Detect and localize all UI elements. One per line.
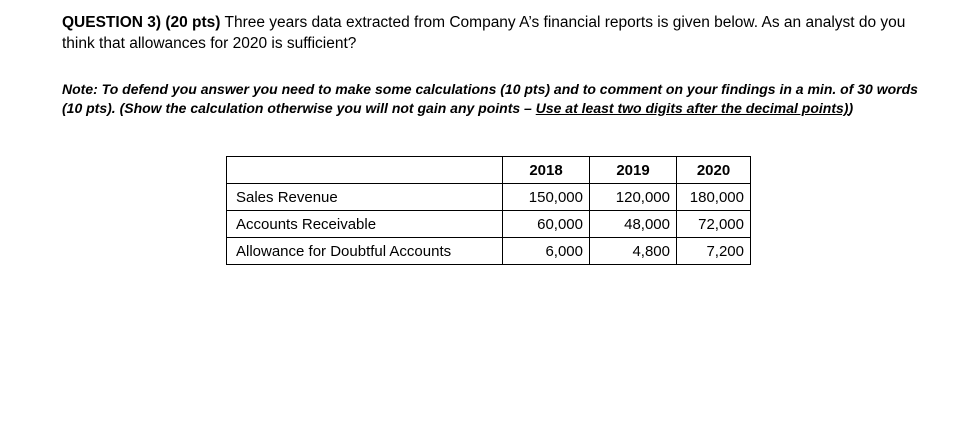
table-row [227, 211, 751, 238]
row-value: 72,000 [677, 211, 751, 238]
year-header: 2020 [677, 157, 751, 184]
row-value: 120,000 [590, 184, 677, 211]
financial-data-table [226, 156, 751, 265]
table-row [227, 184, 751, 211]
note-text [62, 80, 942, 118]
row-value: 7,200 [677, 238, 751, 265]
note-tail: ) [848, 100, 854, 116]
row-value: 4,800 [590, 238, 677, 265]
question-text [62, 12, 922, 54]
row-label: Sales Revenue [227, 184, 503, 211]
row-value: 60,000 [503, 211, 590, 238]
row-value: 150,000 [503, 184, 590, 211]
table-header-row [227, 157, 751, 184]
note-body: Note: To defend you answer you need to make some calculations (10 pts) and to comment on your findings in a min. of 30 words (10 pts). (Show the calculation otherwise you will not gain any points – [62, 81, 918, 116]
year-header: 2019 [590, 157, 677, 184]
question-heading: QUESTION 3) (20 pts) [62, 14, 221, 31]
row-value: 180,000 [677, 184, 751, 211]
note-underlined: Use at least two digits after the decimal points) [535, 100, 849, 116]
year-header: 2018 [503, 157, 590, 184]
table-row [227, 238, 751, 265]
row-value: 6,000 [503, 238, 590, 265]
table-header-blank [227, 157, 503, 184]
question-body: Three years data extracted from Company A’s financial reports is given below. As an analyst do you think that allowances for 2020 is sufficient? [62, 14, 906, 52]
row-label: Accounts Receivable [227, 211, 503, 238]
row-value: 48,000 [590, 211, 677, 238]
row-label: Allowance for Doubtful Accounts [227, 238, 503, 265]
